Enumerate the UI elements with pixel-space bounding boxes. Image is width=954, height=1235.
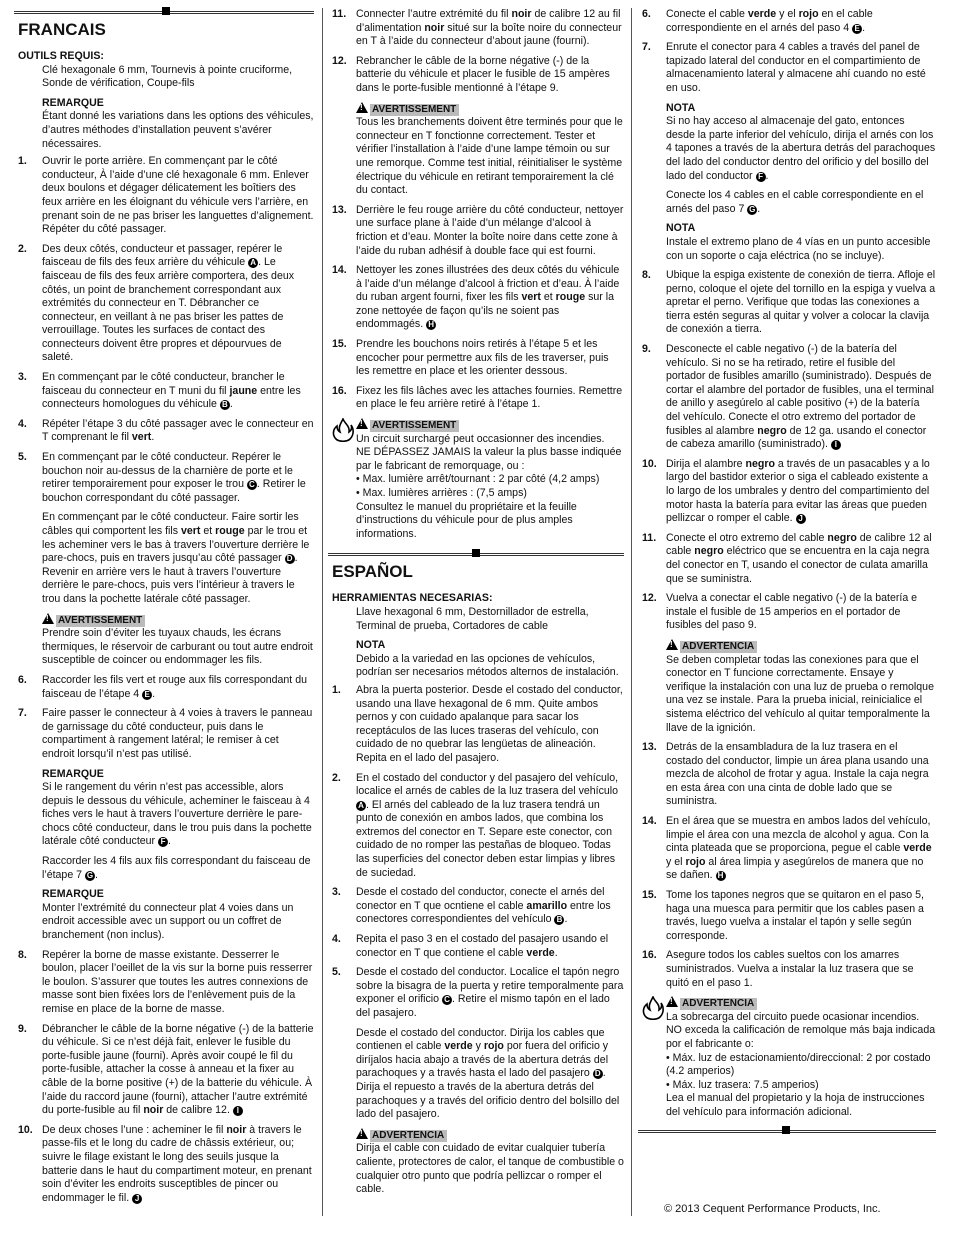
- french-heading: FRANCAIS: [18, 20, 106, 39]
- fr-step-1: 1. Ouvrir le porte arrière. En commençant par le côté conducteur, À l’aide d’une clé hexagonale 6 mm. Enlever deux boulons et dégager délicatement les boîtiers des feux arrière en les éloignant du véhicule vers l’arrière, en prenant soin de ne pas briser les languettes d’alignement. Répéter du côté passager.: [18, 155, 314, 236]
- marker-c-icon: C: [247, 480, 257, 490]
- marker-f-icon: F: [158, 837, 168, 847]
- column-divider-1: [322, 8, 323, 1216]
- fr-step-4: 4. Répéter l’étape 3 du côté passager avec le connecteur en T comprenant le fil vert.: [18, 417, 314, 444]
- marker-i-icon: I: [831, 440, 841, 450]
- marker-j-icon: J: [796, 514, 806, 524]
- fr-step-6: 6. Raccorder les fils vert et rouge aux fils correspondant du faisceau de l’étape 4 E .: [18, 673, 307, 700]
- fr-step-14: 14. Nettoyer les zones illustrées des deux côtés du véhicule à l’aide d’un mélange d’alcool à friction et d’eau. À l’aide du ruban argent fourni, fixer les fils vert et rouge sur la zone nettoyée de façon qu’ils ne soient pas endommagés. H: [332, 264, 620, 331]
- es-step-1: 1. Abra la puerta posterior. Desde el costado del conductor, usando una llave hexagonal de 6 mm. Quite ambos pernos y con cuidado apalanque para sacar los receptáculos de las luces traseras del vehículo, con cuidado de no quebrar las lengüetas de alineación. Repita en el lado del pasajero.: [332, 683, 623, 764]
- es-step-3: 3. Desde el costado del conductor, conecte el arnés del conector en T que ocntiene el cable amarillo entre los conectores correspondientes del vehículo B .: [332, 886, 611, 926]
- marker-j-icon: J: [132, 1194, 142, 1204]
- es-step-16: 16. Asegure todos los cables sueltos con los amarres suministrados. Vuelva a instalar la luz trasera que se quitó en el paso 1.: [642, 949, 914, 989]
- es-step-9: 9. Desconecte el cable negativo (-) de la batería del vehículo. Si no se ha retirado, retire el fusible del portador de fusibles amarillo (suministrado). Después de cortar el alambre del portador de fusibles, una el terminal de anillo y asegúrelo al cable positivo (+) de la batería del vehículo. Conecte el otro extremo del portador de fusibles al alambre negro de 12 ga. usando el conector de cabeza amarillo (suministrado). I: [642, 343, 934, 451]
- copyright: © 2013 Cequent Performance Products, Inc.: [664, 1203, 881, 1215]
- fr-step-9: 9. Débrancher le câble de la borne négative (-) de la batterie du véhicule. Si ce n’est déjà fait, enlever le fusible du porte-fusible jaune (fourni). Après avoir coupé le fil du porte-fusible, attacher la cosse à anneau et la fixer au câble de la borne positive (+) de la batterie du véhicule. À l’aide du raccord jaune (fourni), attacher l’autre extrémité du porte-fusible au fil noir de calibre 12. I: [18, 1022, 314, 1117]
- es-step-14: 14. En el área que se muestra en ambos lados del vehículo, limpie el área con una mezcla de alcohol y agua. Con la cinta plateada que se proporciona, pegue el cable verde y el rojo al área limpia y asegúrelos de manera que no se dañen. H: [642, 815, 932, 882]
- es-step-7: 7. Enrute el conector para 4 cables a través del panel de tapizado lateral del conductor en el compartimiento de almacenamiento lateral y almacene ahí cuando no esté en uso. NOTA Si no hay acceso al almacenaje del gato, entonces desde la parte inferior del vehículo, dirija el arnés con los 4 tapones a través de la abertura detrás del parachoques del lado del conductor dentro del orificio y del bosillo del lado del conductor F . Conecte los 4 cables en el cable correspondiente en el arnés del paso 7 G . NOTA Instale el extremo plano de 4 vías en un punto accesible con un soporte o caja eléctrica (no se incluye).: [642, 41, 936, 262]
- warning-triangle-icon: [356, 418, 368, 429]
- tools-list-es: Llave hexagonal 6 mm, Destornillador de estrella, Terminal de prueba, Cortadores de cable: [356, 605, 589, 632]
- es-step-13: 13. Detrás de la ensambladura de la luz trasera en el costado del conductor, limpie un área plana usando una mezcla de alcohol de frotar y agua. Instale la caja negra en esta área con una cinta de doble lado que se suministra.: [642, 741, 929, 808]
- marker-f-icon: F: [756, 172, 766, 182]
- marker-d-icon: D: [285, 554, 295, 564]
- fr-step-11: 11. Connecter l’autre extrémité du fil noir de calibre 12 au fil d’alimentation noir situé sur la boîte noire du connecteur en T à l’aide du connecteur d’about jaune (fourni).: [332, 8, 622, 48]
- fr-step-15: 15. Prendre les bouchons noirs retirés à l’étape 5 et les encocher pour permettre aux fils de les traverser, puis les remettre en place et les orienter dessous.: [332, 338, 609, 378]
- fr-step-13: 13. Derrière le feu rouge arrière du côté conducteur, nettoyer une surface plane à l’aide d’un mélange d’alcool à friction et d’eau. Monter la boîte noire dans cette zone à l’aide du ruban adhésif à double face qui est fourni.: [332, 203, 624, 257]
- es-warning-3: !ADVERTENCIA La sobrecarga del circuito puede ocasionar incendios. NO exceda la calificación de remolque más baja indicada por el fabricante o: • Máx. luz de estacionamiento/direccional: 2 por costado (4.2 amperios) • Máx. luz trasera: 7.5 amperios) Lea el manual del propietario y la hoja de instrucciones del vehículo para información adicional.: [666, 996, 936, 1119]
- es-step-11: 11. Conecte el otro extremo del cable negro de calibre 12 al cable negro eléctrico que se encuentra en la caja negra del conector en T, usando el conector de culata amarilla que se suministra.: [642, 531, 932, 585]
- marker-a-icon: A: [356, 801, 366, 811]
- warning-triangle-icon: [42, 613, 54, 624]
- es-step-8: 8. Ubique la espiga existente de conexión de tierra. Afloje el perno, coloque el ojete del tornillo en la espiga y vuelva a apretar el perno. Verifique que todas las conexiones a tierra estén seguras al quitar y volver a colocar la clavija de conexión a tierra.: [642, 269, 936, 336]
- warning-triangle-icon: [666, 996, 678, 1007]
- fr-warning-3: !AVERTISSEMENT Un circuit surchargé peut occasionner des incendies. NE DÉPASSEZ JAMAIS la valeur la plus basse indiquée par le fabricant de remorquage, ou : • Max. lumière arrêt/tournant : 2 par côté (4,2 amps) • Max. lumières arrières : (7,5 amps) Consultez le manuel du propriétaire et la feuille d’instructions du véhicule pour de plus amples informations.: [356, 418, 624, 541]
- marker-c-icon: C: [442, 995, 452, 1005]
- fr-step-10: 10. De deux choses l’une : acheminer le fil noir à travers le passe-fils et le long du cadre de châssis extérieur, ou; suivre le filage existant le long des seuils jusque la batterie dans le haut du compartiment moteur, en prenant soin d’éviter les endroits susceptibles de pincer ou endommager le fil. J: [18, 1123, 312, 1204]
- section-rule: [638, 1130, 936, 1133]
- column-french-spanish: [328, 8, 624, 1203]
- marker-h-icon: H: [426, 320, 436, 330]
- column-french-1: [14, 8, 314, 1211]
- fr-step-3: 3. En commençant par le côté conducteur, brancher le faisceau du connecteur en T muni du fil jaune entre les connecteurs homologues du véhicule B .: [18, 371, 301, 411]
- fr-step-7: 7. Faire passer le connecteur à 4 voies à travers le panneau de garnissage du côté conducteur, puis dans le compartiment à rangement latéral; le remiser à cet endroit lorsqu’il n’est pas utilisé. REMARQUE Si le rangement du vérin n’est pas accessible, alors depuis le dessous du véhicule, acheminer le faisceau à 4 fiches vers le haut à travers l’ouverture derrière le pare-chocs côté conducteur, dans le trou puis dans la pochette latérale côté conducteur F . Raccorder les 4 fils aux fils correspondant du faisceau de l’étape 7 G . REMARQUE Monter l’extrémité du connecteur plat 4 voies dans un endroit accessible avec un support ou un coffret de branchement (non inclus).: [18, 707, 313, 942]
- fr-step-5: 5. En commençant par le côté conducteur. Repérer le bouchon noir au-dessus de la charnière de porte et le retirer temporairement pour exposer le trou C . Retirer le bouchon correspondant du côté passager. En commençant par le côté conducteur. Faire sortir les câbles qui comportent les fils vert et rouge par le trou et les acheminer vers le bas à travers l’ouverture derrière le pare-chocs, puis en travers jusqu’au côté passager D . Revenir en arrière vers le haut à travers l’ouverture derrière le pare-chocs, puis vers l’intérieur à travers le trou dans la pochette latérale côté passager.: [18, 451, 310, 605]
- es-step-2: 2. En el costado del conductor y del pasajero del vehículo, localice el arnés de cables de la luz trasera del vehículo A . El arnés del cableado de la luz trasera tendrá un punto de conexión en ambos lados, que combina los extremos del conector en T. Separe este conector, con cuidado de no romper las pestañas de bloqueo. Todas las superficies del conector deben estar limpias y libres de suciedad.: [332, 771, 619, 879]
- fire-warning-icon: [642, 996, 664, 1020]
- section-rule: [14, 11, 314, 14]
- nota-note: NOTA Debido a la variedad en las opciones de vehículos, podrían ser necesarios métodos alternos de instalación.: [356, 639, 619, 679]
- es-warning-2: !ADVERTENCIA Se deben completar todas las conexiones para que el conector en T funcione correctamente. Ensaye y verifique la instalación con una luz de prueba o remolque una vez se instale. Para la prueba inicial, reinicialice el sistema eléctrico del vehículo al quitar temporalmente la llave de la ignición.: [666, 639, 936, 735]
- fr-step-2: 2. Des deux côtés, conducteur et passager, repérer le faisceau de fils des feux arrière du véhicule A . Le faisceau de fils des feux arrière comportera, des deux côtés, un point de branchement correspondant aux extrémités du connecteur en T. Débrancher ce connecteur, en veillant à ne pas briser les pattes de verrouillage. Toutes les surfaces de contact des connecteurs doivent être propres et dépourvues de saleté.: [18, 242, 295, 364]
- marker-e-icon: E: [142, 690, 152, 700]
- es-step-5: 5. Desde el costado del conductor. Localice el tapón negro sobre la bisagra de la puerta y retire temporalmente para exponer el orificio C . Retire el mismo tapón en el lado del pasajero. Desde el costado del conductor. Dirija los cables que contienen el cable verde y rojo por fuera del orificio y diríjalos hacia abajo a través de la abertura detrás del parachoques y a través hasta el lado del pasajero D . Dirija el repuesto a través de la abertura detrás del parachoques y a través del orificio dentro del bolsillo del lado del pasajero.: [332, 966, 624, 1121]
- es-step-15: 15. Tome los tapones negros que se quitaron en el paso 5, haga una muesca para permitir que los cables pasen a través, luego vuelva a instalar el tapón y selle según corresponde.: [642, 889, 924, 942]
- marker-d-icon: D: [593, 1069, 603, 1079]
- column-spanish-2: [638, 8, 936, 1139]
- tools-list: Clé hexagonale 6 mm, Tournevis à pointe cruciforme, Sonde de vérification, Coupe-fils: [42, 63, 293, 90]
- tools-label-es: HERRAMIENTAS NECESARIAS:: [332, 592, 493, 605]
- marker-e-icon: E: [852, 24, 862, 34]
- es-step-10: 10. Dirija el alambre negro a través de un pasacables y a lo largo del bastidor exterior o siga el cableado existente a lo largo de los umbrales y dentro del compartimiento del motor hasta la batería para evitar las áreas que pueden pellizcar o romper el cable. J: [642, 457, 930, 525]
- fr-warning-2: !AVERTISSEMENT Tous les branchements doivent être terminés pour que le connecteur en T fonctionne correctement. Tester et vérifier l’installation à l’aide d’une lampe témoin ou sur une remorque. Comme test initial, réinitialiser le système électrique du véhicule en retirant temporairement la clé du contact.: [356, 102, 624, 198]
- es-warning-1: !ADVERTENCIA Dirija el cable con cuidado de evitar cualquier tubería caliente, protectores de calor, el tanque de combustible o cualquier otro punto que podría pellizcar o romper el cable.: [356, 1128, 624, 1197]
- section-rule: [328, 553, 624, 556]
- marker-b-icon: B: [220, 400, 230, 410]
- marker-h-icon: H: [716, 871, 726, 881]
- fire-warning-icon: [332, 418, 354, 442]
- fr-warning-1: !AVERTISSEMENT Prendre soin d’éviter les tuyaux chauds, les écrans thermiques, le réservoir de carburant ou tout autre endroit susceptible de coincer ou endommager les fils.: [42, 613, 314, 668]
- spanish-heading: ESPAÑOL: [332, 562, 413, 582]
- fr-step-8: 8. Repérer la borne de masse existante. Desserrer le boulon, placer l’oeillet de la vis sur la borne puis resserrer le boulon. S’assurer que toutes les autres connexions de masse sont bien fixées lors de l’enlèvement puis de la remise en place de la borne de masse.: [18, 948, 313, 1015]
- marker-i-icon: I: [233, 1106, 243, 1116]
- marker-g-icon: G: [86, 870, 94, 880]
- marker-g-icon: G: [749, 204, 756, 214]
- fr-step-12: 12. Rebrancher le câble de la borne négative (-) de la batterie du véhicule et placer le fusible de 15 ampères dans le porte-fusible mentionné à l’étape 9.: [332, 54, 610, 94]
- tools-label: OUTILS REQUIS:: [18, 50, 104, 62]
- es-step-12: 12. Vuelva a conectar el cable negativo (-) de la batería e instale el fusible de 15 amperios en el portador de fusibles del paso 9.: [642, 592, 918, 632]
- column-divider-2: [631, 8, 632, 1216]
- es-step-6: 6. Conecte el cable verde y el rojo en el cable correspondiente en el arnés del paso 4 E .: [642, 8, 873, 34]
- marker-b-icon: B: [554, 915, 564, 925]
- remarque-note: REMARQUE Étant donné les variations dans les options des véhicules, d’autres méthodes d’installation peuvent s’avérer nécessaires.: [42, 96, 314, 150]
- warning-triangle-icon: [356, 102, 368, 113]
- es-step-4: 4. Repita el paso 3 en el costado del pasajero usando el conector en T que contiene el cable verde.: [332, 933, 609, 959]
- fr-step-16: 16. Fixez les fils lâches avec les attaches fournies. Remettre en place le feu arrière retiré à l’étape 1.: [332, 384, 623, 411]
- warning-triangle-icon: [356, 1128, 368, 1139]
- warning-triangle-icon: [666, 639, 678, 650]
- marker-a-icon: A: [248, 258, 258, 268]
